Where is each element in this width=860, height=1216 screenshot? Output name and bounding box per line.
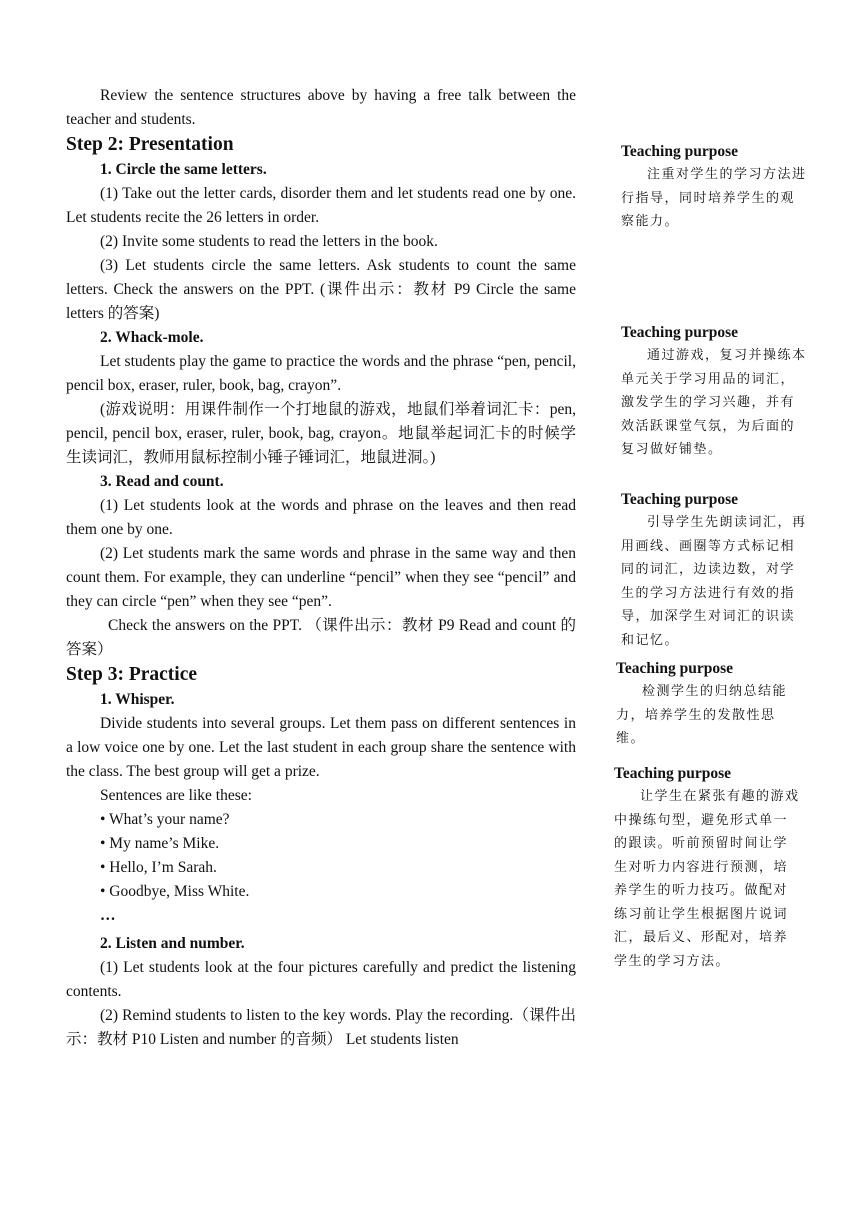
note-title: Teaching purpose (621, 143, 738, 160)
paragraph: Let students play the game to practice the words and the phrase “pen, pencil, pencil box, eraser, ruler, book, bag, crayon”. (66, 353, 576, 394)
teaching-purpose-note (621, 489, 807, 652)
main-content (66, 84, 576, 1052)
teaching-purpose-note (616, 658, 802, 751)
teaching-purpose-note (621, 141, 807, 234)
step3-heading: Step 3: Practice (66, 664, 198, 685)
paragraph: (1) Let students look at the four pictures carefully and predict the listening contents. (66, 959, 576, 1000)
note-title: Teaching purpose (616, 660, 733, 677)
paragraph: (2) Remind students to listen to the key words. Play the recording.（课件出示：教材 P10 Listen and number 的音频） Let students listen (66, 1007, 576, 1048)
listen-number-heading: 2. Listen and number. (100, 935, 245, 952)
note-title: Teaching purpose (621, 491, 738, 508)
note-text: 让学生在紧张有趣的游戏中操练句型，避免形式单一的跟读。听前预留时间让学生对听力内容进行预测，培养学生的听力技巧。做配对练习前让学生根据图片说词汇，最后义、形配对，培养学生的学习方法。 (614, 789, 800, 969)
intro-paragraph: Review the sentence structures above by having a free talk between the teacher and students. (66, 87, 576, 128)
paragraph: (2) Invite some students to read the letters in the book. (100, 233, 438, 250)
ellipsis: … (100, 907, 116, 924)
note-title: Teaching purpose (614, 765, 731, 782)
note-text: 通过游戏，复习并操练本单元关于学习用品的词汇，激发学生的学习兴趣，并有效活跃课堂气氛，为后面的复习做好铺垫。 (621, 348, 807, 457)
note-title: Teaching purpose (621, 324, 738, 341)
sentence-bullet: • Goodbye, Miss White. (100, 883, 250, 900)
sentence-bullet: • Hello, I’m Sarah. (100, 859, 217, 876)
sentence-bullet: • What’s your name? (100, 811, 230, 828)
teaching-purpose-note (614, 763, 800, 973)
step2-heading: Step 2: Presentation (66, 134, 234, 155)
teaching-purpose-note (621, 322, 807, 462)
paragraph: (1) Let students look at the words and phrase on the leaves and then read them one by one. (66, 497, 576, 538)
paragraph: Check the answers on the PPT. （课件出示：教材 P9 Read and count 的答案） (66, 617, 576, 658)
note-text: 引导学生先朗读词汇，再用画线、画圈等方式标记相同的词汇，边读边数，对学生的学习方法进行有效的指导，加深学生对词汇的识读和记忆。 (621, 515, 807, 648)
paragraph: (2) Let students mark the same words and phrase in the same way and then count them. For example, they can underline “pencil” when they see “pencil” and they can circle “pen” when they see “pen”. (66, 545, 576, 610)
paragraph: (游戏说明：用课件制作一个打地鼠的游戏，地鼠们举着词汇卡：pen, pencil, pencil box, eraser, ruler, book, bag, crayon。地鼠举起词汇卡的时候学生读词汇，教师用鼠标控制小锤子锤词汇，地鼠进洞。) (66, 401, 576, 466)
sentence-bullet: • My name’s Mike. (100, 835, 220, 852)
paragraph: (1) Take out the letter cards, disorder them and let students read one by one. Let students recite the 26 letters in order. (66, 185, 576, 226)
paragraph: Sentences are like these: (100, 787, 252, 804)
read-count-heading: 3. Read and count. (100, 473, 224, 490)
whisper-heading: 1. Whisper. (100, 691, 175, 708)
note-text: 检测学生的归纳总结能力，培养学生的发散性思维。 (616, 684, 788, 746)
circle-letters-heading: 1. Circle the same letters. (100, 161, 267, 178)
paragraph: (3) Let students circle the same letters. Ask students to count the same letters. Check the answers on the PPT. (课件出示：教材 P9 Circle the same letters 的答案) (66, 257, 576, 322)
paragraph: Divide students into several groups. Let them pass on different sentences in a low voice one by one. Let the last student in each group share the sentence with the class. The best group will get a prize. (66, 715, 576, 780)
whack-mole-heading: 2. Whack-mole. (100, 329, 204, 346)
note-text: 注重对学生的学习方法进行指导，同时培养学生的观察能力。 (621, 167, 807, 229)
